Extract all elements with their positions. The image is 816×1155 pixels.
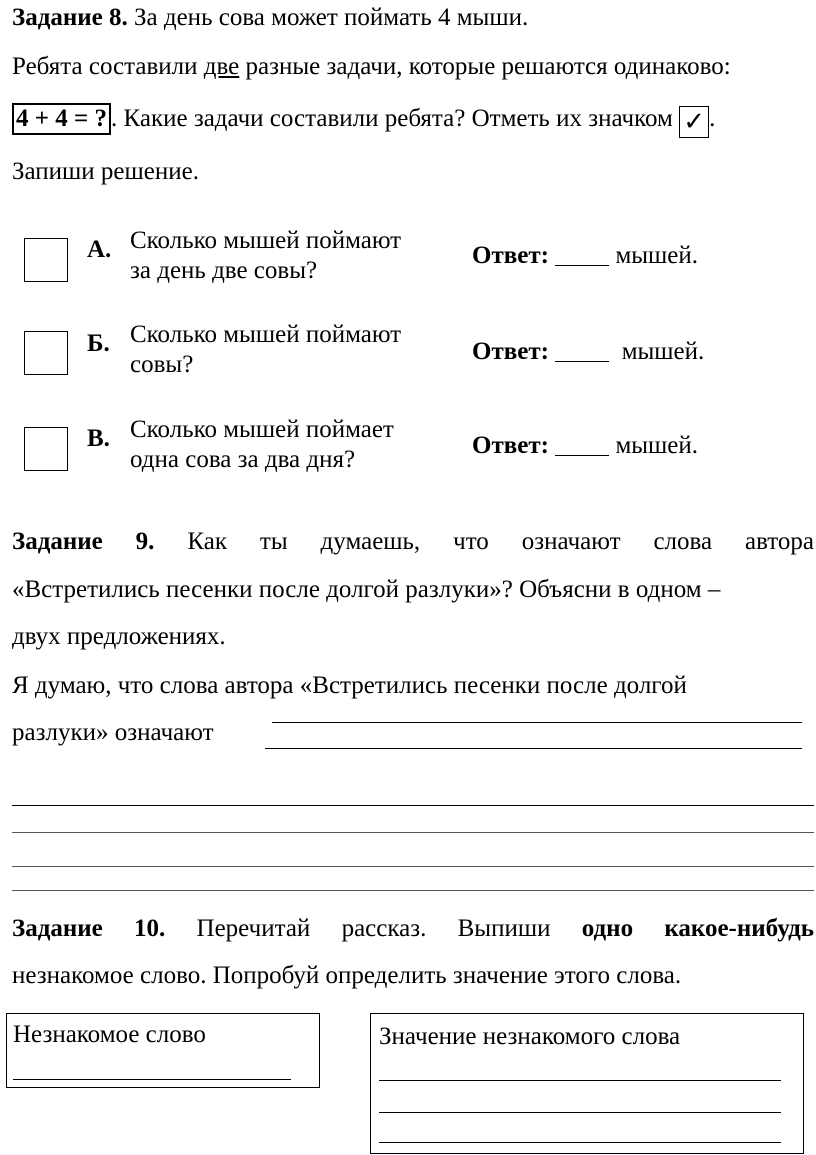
task8-question: . Какие задачи составили ребята? Отметь их значком	[111, 105, 673, 132]
answer-label: Ответ:	[472, 242, 549, 269]
checkmark-icon: ✓	[679, 106, 709, 138]
task8-underlined-word: две	[203, 53, 240, 80]
task8-line3	[12, 103, 715, 138]
task10-instruction: Перечитай рассказ. Выпиши	[196, 915, 551, 942]
answer-unit: мышей.	[615, 432, 699, 459]
task10-title: Задание 10.	[12, 915, 166, 942]
task10-line2: незнакомое слово. Попробуй определить значение этого слова.	[12, 962, 682, 989]
equation-box: 4 + 4 = ?	[12, 103, 111, 135]
option-b-text-line2: совы?	[130, 351, 194, 378]
word-meaning-label: Значение незнакомого слова	[379, 1023, 681, 1050]
task9-answer-line-2[interactable]	[265, 748, 802, 749]
option-c-letter: В.	[87, 425, 110, 452]
task8-line4: Запиши решение.	[12, 158, 199, 185]
answer-unit: мышей.	[615, 242, 699, 269]
option-b-answer	[472, 338, 704, 366]
answer-label: Ответ:	[472, 338, 549, 365]
option-a-answer-blank[interactable]	[555, 243, 609, 266]
option-a-answer	[472, 242, 698, 270]
task9-line3: двух предложениях.	[12, 623, 226, 650]
option-c-text	[130, 415, 394, 475]
task9-answer-line-3[interactable]	[12, 805, 814, 806]
word-meaning-answer-line-3[interactable]	[379, 1142, 781, 1143]
option-b-checkbox[interactable]	[24, 331, 68, 375]
option-a-checkbox[interactable]	[24, 238, 68, 282]
task8-line2	[12, 52, 731, 82]
option-b-letter: Б.	[87, 330, 110, 357]
option-a-text-line2: за день две совы?	[130, 257, 318, 284]
word-meaning-box	[370, 1013, 804, 1154]
task10-emphasis: одно какое-нибудь	[581, 915, 815, 942]
task9-line2: «Встретились песенки после долгой разлуки»? Объясни в одном –	[12, 576, 721, 603]
task9-answer-line-6[interactable]	[12, 890, 814, 891]
task9-question: Как ты думаешь, что означают слова автора	[187, 528, 814, 555]
option-a-text	[130, 226, 401, 286]
task9-line4: Я думаю, что слова автора «Встретились песенки после долгой	[12, 672, 687, 699]
task8-line3-end: .	[709, 105, 716, 132]
task8-heading-line	[12, 3, 528, 33]
task9-answer-line-4[interactable]	[12, 832, 814, 833]
task8-title: Задание 8.	[12, 4, 128, 31]
task10-line1	[12, 914, 814, 944]
word-meaning-answer-line-1[interactable]	[379, 1080, 781, 1081]
option-a-text-line1: Сколько мышей поймают	[130, 227, 402, 254]
option-c-text-line1: Сколько мышей поймает	[130, 416, 394, 443]
task8-line2-end: разные задачи, которые решаются одинаково:	[245, 53, 731, 80]
option-c-text-line2: одна сова за два дня?	[130, 446, 356, 473]
task8-line2-start: Ребята составили	[12, 53, 198, 80]
task8-statement: За день сова может поймать 4 мыши.	[134, 4, 529, 31]
option-c-checkbox[interactable]	[24, 427, 68, 471]
option-b-answer-blank[interactable]	[555, 339, 609, 362]
task9-title: Задание 9.	[12, 528, 155, 555]
unknown-word-label: Незнакомое слово	[13, 1021, 206, 1048]
option-b-text	[130, 320, 401, 380]
task9-line5: разлуки» означают	[12, 719, 214, 746]
task9-answer-line-5[interactable]	[12, 866, 814, 867]
task9-answer-line-1[interactable]	[272, 722, 802, 723]
answer-unit: мышей.	[621, 338, 705, 365]
option-b-text-line1: Сколько мышей поймают	[130, 321, 402, 348]
task9-line1	[12, 527, 814, 557]
word-meaning-answer-line-2[interactable]	[379, 1112, 781, 1113]
option-c-answer	[472, 432, 698, 460]
answer-label: Ответ:	[472, 432, 549, 459]
option-c-answer-blank[interactable]	[555, 433, 609, 456]
option-a-letter: А.	[87, 236, 112, 263]
unknown-word-box	[6, 1013, 320, 1088]
unknown-word-answer-line[interactable]	[13, 1079, 291, 1080]
